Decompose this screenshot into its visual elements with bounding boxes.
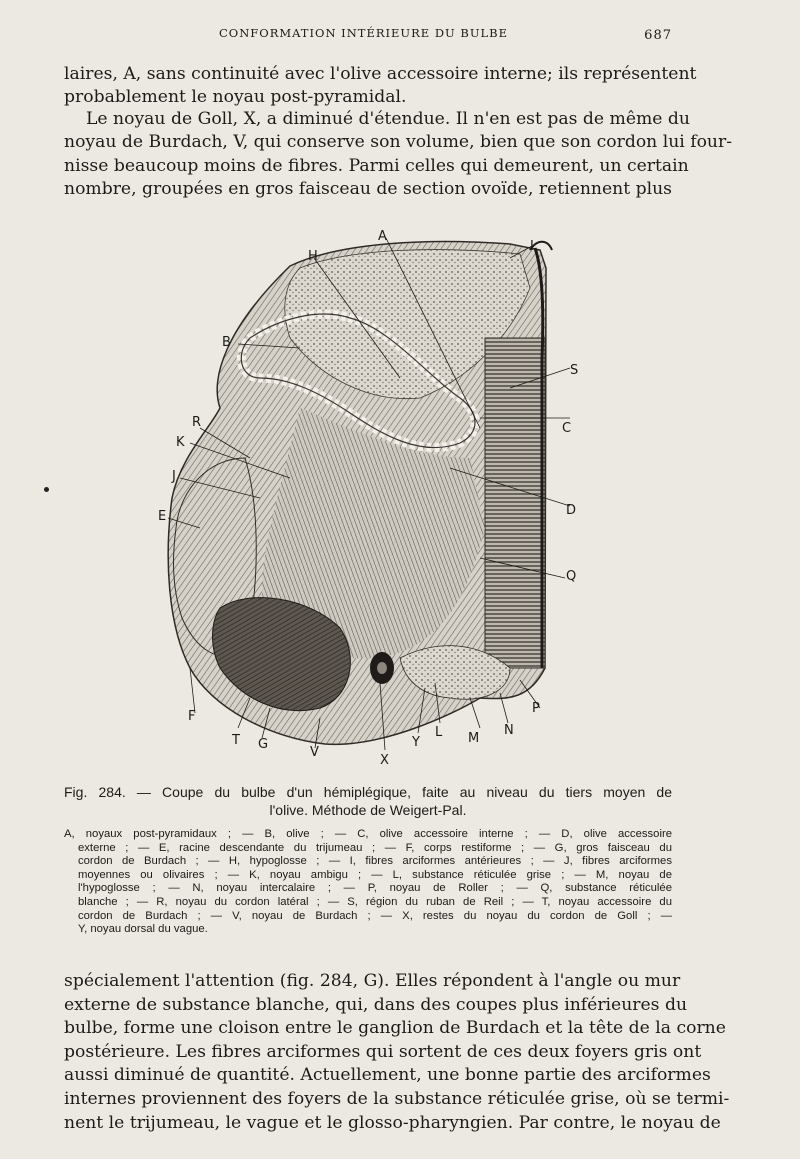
text-line: probablement le noyau post-pyramidal.: [64, 87, 407, 108]
running-head: [64, 24, 672, 44]
text-line: internes proviennent des foyers de la substance réticulée grise, où se termi-: [64, 1088, 730, 1109]
legend-line: blanche ; — R, noyau du cordon latéral ; — S, région du ruban de Reil ; — T, noyau accessoire du: [78, 895, 672, 908]
label-V: V: [310, 745, 319, 760]
label-R: R: [192, 415, 202, 430]
text-line: Le noyau de Goll, X, a diminué d'étendue. Il n'en est pas de même du: [86, 109, 691, 129]
label-I: I: [530, 239, 534, 254]
label-M: M: [468, 731, 480, 746]
page-number: 687: [644, 28, 672, 43]
label-C: C: [562, 421, 572, 436]
legend-line: Y, noyau dorsal du vague.: [78, 923, 208, 936]
legend-line: cordon de Burdach ; — H, hypoglosse ; — I, fibres arciformes antérieures ; — J, fibres arciformes: [78, 855, 672, 868]
label-Y: Y: [412, 735, 420, 750]
label-L: L: [435, 725, 443, 740]
label-H: H: [308, 249, 318, 264]
paragraph-top-1: [64, 63, 697, 110]
legend-line: externe ; — E, racine descendante du trijumeau ; — F, corps restiforme ; — G, gros faisceau du: [78, 841, 672, 854]
label-Q: Q: [566, 569, 577, 584]
text-line: postérieure. Les fibres arciformes qui sortent de ces deux foyers gris ont: [64, 1041, 702, 1062]
medulla-section-illustration: [150, 228, 590, 768]
label-J: J: [172, 469, 176, 484]
figure-brainstem-section: [150, 228, 590, 768]
text-line: aussi diminué de quantité. Actuellement, une bonne partie des arciformes: [64, 1065, 711, 1086]
legend-line: cordon de Burdach ; — V, noyau de Burdach ; — X, restes du noyau du cordon de Goll ; —: [78, 909, 672, 922]
margin-dot: [44, 487, 49, 492]
text-line: spécialement l'attention (fig. 284, G). Elles répondent à l'angle ou mur: [64, 971, 681, 991]
label-S: S: [570, 363, 579, 378]
label-X: X: [380, 753, 389, 768]
running-title: CONFORMATION INTÉRIEURE DU BULBE: [219, 26, 509, 40]
label-K: K: [176, 435, 185, 450]
text-line: noyau de Burdach, V, qui conserve son volume, bien que son cordon lui four-: [64, 132, 733, 153]
paragraph-top-2: [64, 108, 733, 202]
label-G: G: [258, 737, 269, 752]
text-line: laires, A, sans continuité avec l'olive accessoire interne; ils représentent: [64, 64, 697, 84]
text-line: bulbe, forme une cloison entre le ganglion de Burdach et la tête de la corne: [64, 1018, 726, 1039]
text-line: nent le trijumeau, le vague et le glosso-pharyngien. Par contre, le noyau de: [64, 1112, 721, 1133]
label-A: A: [378, 229, 387, 244]
label-P: P: [532, 701, 540, 716]
label-E: E: [158, 509, 167, 524]
label-F: F: [188, 709, 196, 724]
figure-legend: [64, 828, 672, 937]
text-line: nombre, groupées en gros faisceau de section ovoïde, retiennent plus: [64, 179, 672, 200]
label-D: D: [566, 503, 577, 518]
caption-line: l'olive. Méthode de Weigert-Pal.: [269, 802, 467, 818]
legend-line: moyennes ou olivaires ; — K, noyau ambigu ; — L, substance réticulée grise ; — M, noyau de: [78, 868, 672, 881]
figure-caption: [64, 783, 672, 819]
legend-line: A, noyaux post-pyramidaux ; — B, olive ; — C, olive accessoire interne ; — D, olive accessoire: [64, 828, 672, 840]
legend-line: l'hypoglosse ; — N, noyau intercalaire ; — P, noyau de Roller ; — Q, substance réticulée: [78, 882, 672, 895]
label-T: T: [232, 733, 240, 748]
label-N: N: [504, 723, 514, 738]
text-line: externe de substance blanche, qui, dans des coupes plus inférieures du: [64, 994, 688, 1015]
caption-line: Fig. 284. — Coupe du bulbe d'un hémiplégique, faite au niveau du tiers moyen de: [64, 784, 672, 800]
text-line: nisse beaucoup moins de fibres. Parmi celles qui demeurent, un certain: [64, 155, 689, 176]
ventral-striated-band: [485, 338, 545, 668]
paragraph-bottom: [64, 970, 730, 1135]
label-B: B: [222, 335, 231, 350]
